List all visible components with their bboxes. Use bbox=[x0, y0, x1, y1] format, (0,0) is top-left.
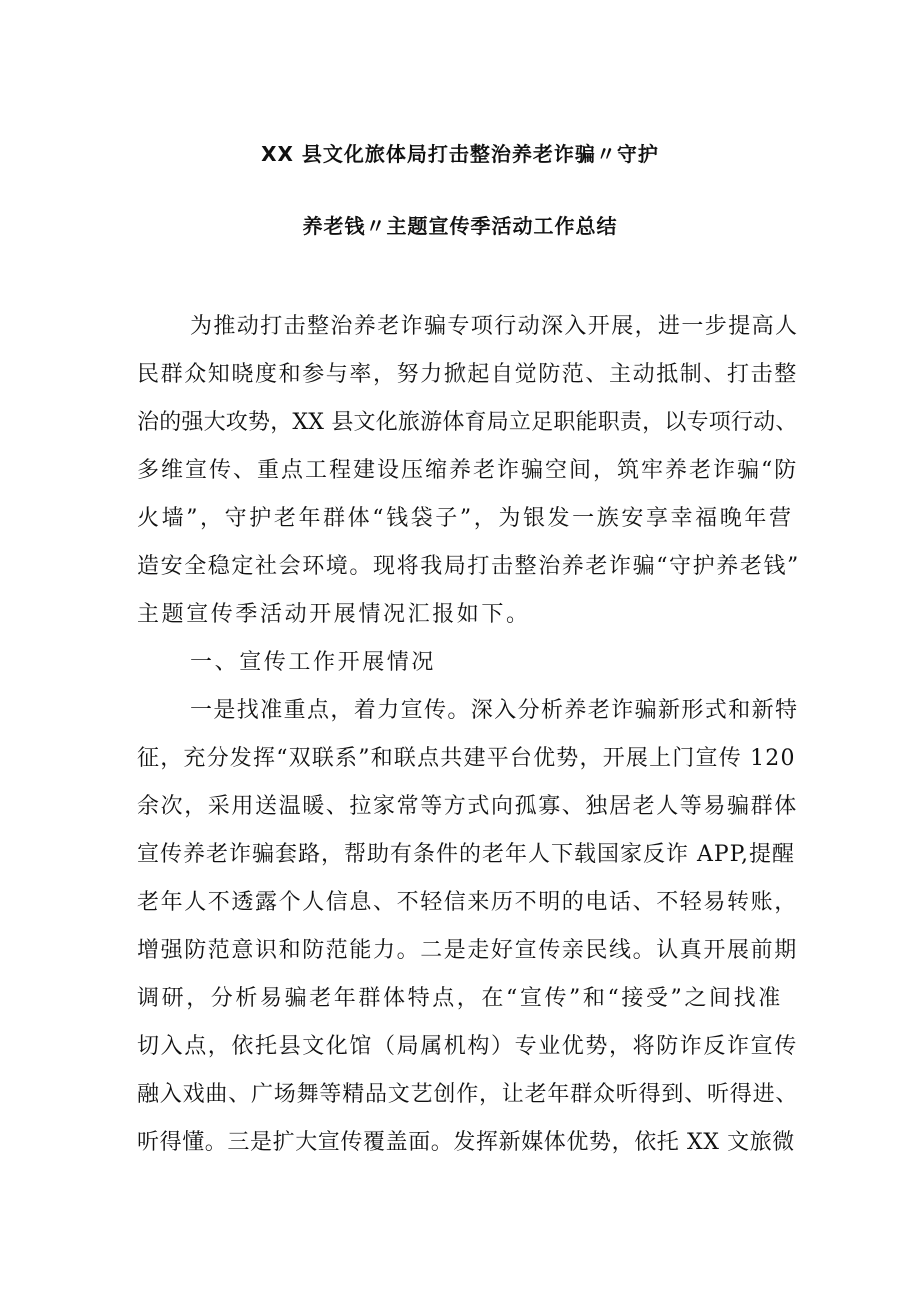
paragraph-line: 增强防范意识和防范能力。二是走好宣传亲民线。认真开展前期 bbox=[137, 938, 798, 963]
paragraph-line: 融入戏曲、广场舞等精品文艺创作，让老年群众听得到、听得进、 bbox=[137, 1082, 799, 1107]
paragraph-line: 造安全稳定社会环境。现将我局打击整治养老诈骗“守护养老钱” bbox=[137, 554, 800, 579]
paragraph-line: 一是找准重点，着力宣传。深入分析养老诈骗新形式和新特 bbox=[190, 698, 799, 723]
paragraph-line: 民群众知晓度和参与率，努力掀起自觉防范、主动抵制、打击整 bbox=[137, 362, 798, 387]
section-heading: 一、宣传工作开展情况 bbox=[190, 650, 437, 675]
paragraph-line: 调研，分析易骗老年群体特点，在“宣传”和“接受”之间找准 bbox=[137, 986, 783, 1011]
paragraph-line: 主题宣传季活动开展情况汇报如下。 bbox=[137, 602, 531, 627]
document-title-line-1: XX 县文化旅体局打击整治养老诈骗〃守护 bbox=[261, 142, 659, 166]
paragraph-line: 为推动打击整治养老诈骗专项行动深入开展，进一步提高人 bbox=[190, 314, 799, 339]
paragraph-line: 多维宣传、重点工程建设压缩养老诈骗空间，筑牢养老诈骗“防 bbox=[137, 458, 799, 483]
paragraph-line: 征，充分发挥“双联系”和联点共建平台优势，开展上门宣传 120 bbox=[137, 746, 796, 771]
paragraph-line: 治的强大攻势，XX 县文化旅游体育局立足职能职责，以专项行动、 bbox=[137, 410, 798, 435]
document-title-line-2: 养老钱〃主题宣传季活动工作总结 bbox=[302, 214, 618, 238]
paragraph-line: 火墙”，守护老年群体“钱袋子”，为银发一族安享幸福晚年营 bbox=[137, 506, 794, 531]
paragraph-line: 切入点，依托县文化馆（局属机构）专业优势，将防诈反诈宣传 bbox=[137, 1034, 798, 1059]
paragraph-line: 听得懂。三是扩大宣传覆盖面。发挥新媒体优势，依托 XX 文旅微 bbox=[137, 1130, 795, 1155]
paragraph-line: 宣传养老诈骗套路，帮助有条件的老年人下载国家反诈 APP,提醒 bbox=[137, 842, 796, 867]
paragraph-line: 老年人不透露个人信息、不轻信来历不明的电话、不轻易转账， bbox=[137, 890, 798, 915]
paragraph-line: 余次，采用送温暖、拉家常等方式向孤寡、独居老人等易骗群体 bbox=[137, 794, 798, 819]
